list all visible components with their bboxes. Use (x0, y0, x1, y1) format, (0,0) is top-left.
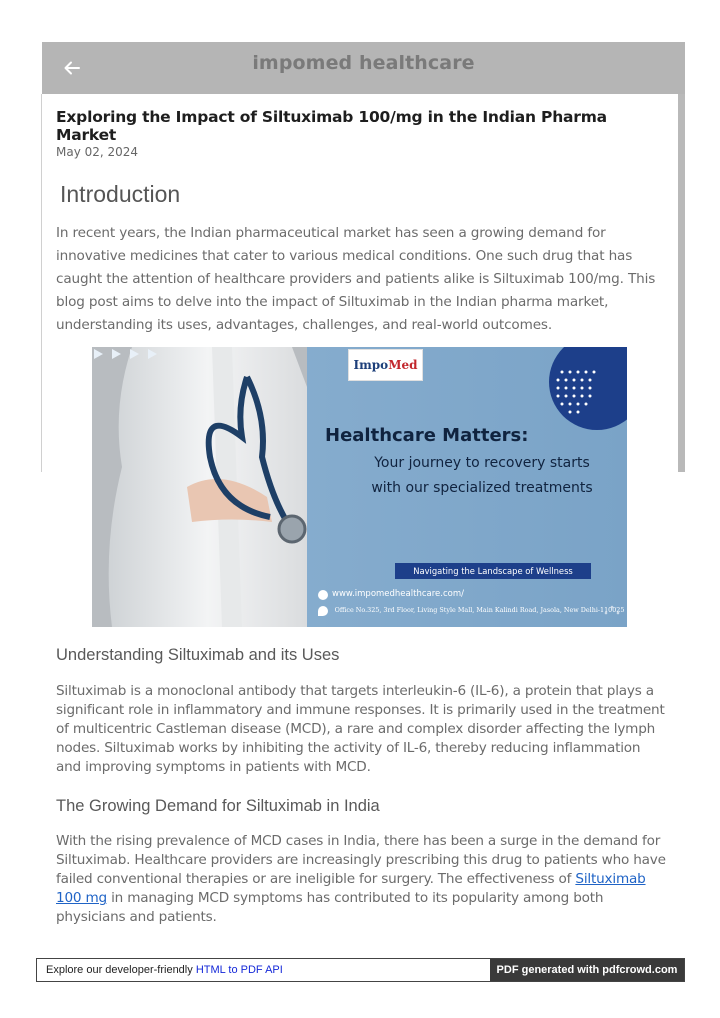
scrollbar[interactable] (678, 94, 685, 472)
intro-heading: Introduction (60, 181, 181, 207)
article-title: Exploring the Impact of Siltuximab 100/mg in the Indian Pharma Market (56, 108, 607, 144)
demand-text-before: With the rising prevalence of MCD cases in India, there has been a surge in the demand for Siltuximab. Healthcare providers are increasingly prescribing this drug to patients who have failed conventional therapies or are ineligible for surgery. The effectiveness of (56, 833, 666, 887)
banner-address: Office No.325, 3rd Floor, Living Style Mall, Main Kalindi Road, Jasola, New Delhi-110025 (334, 606, 625, 614)
app-header (42, 42, 685, 94)
footer-generated-label: PDF generated with pdfcrowd.com (490, 959, 684, 981)
banner-wellness-pill: Navigating the Landscape of Wellness (395, 563, 591, 579)
location-pin-icon (318, 606, 328, 616)
banner-headline: Healthcare Matters: (325, 425, 529, 446)
play-arrows-icon (92, 347, 162, 361)
section-paragraph-demand (56, 832, 666, 927)
section-heading-demand: The Growing Demand for Siltuximab in India (56, 797, 380, 815)
demand-text-after: in managing MCD symptoms has contributed to its popularity among both physicians and patients. (56, 890, 604, 925)
footer-promo: Explore our developer-friendly HTML to PDF API (46, 964, 283, 976)
section-heading-understanding: Understanding Siltuximab and its Uses (56, 646, 340, 664)
article-banner-image (92, 347, 627, 627)
section-paragraph-understanding: Siltuximab is a monoclonal antibody that targets interleukin-6 (IL-6), a protein that plays a significant role in inflammatory and immune responses. It is primarily used in the treatment of multicentric Castleman disease (MCD), a rare and complex disorder affecting the lymph nodes. Siltuximab works by inhibiting the activity of IL-6, thereby reducing inflammation and improving symptoms in patients with MCD. (56, 683, 665, 775)
banner-website: www.impomedhealthcare.com/ (332, 589, 464, 599)
pdfcrowd-footer (36, 958, 685, 982)
article-date: May 02, 2024 (56, 145, 139, 159)
impomed-logo: Impo Med (348, 349, 423, 381)
siltuximab-link[interactable]: Siltuximab 100 mg (56, 871, 646, 906)
intro-paragraph: In recent years, the Indian pharmaceutical market has seen a growing demand for innovative medicines that cater to various medical conditions. One such drug that has caught the attention of healthcare providers and patients alike is Siltuximab 100/mg. This blog post aims to delve into the impact of Siltuximab in the Indian pharma market, understanding its uses, advantages, challenges, and real-world outcomes. (56, 225, 656, 333)
banner-tagline: Your journey to recovery starts with our specialized treatments (371, 455, 593, 496)
globe-icon (318, 590, 328, 600)
left-border (41, 94, 42, 472)
html-to-pdf-link[interactable]: HTML to PDF API (195, 964, 283, 976)
site-title: impomed healthcare (252, 52, 475, 74)
